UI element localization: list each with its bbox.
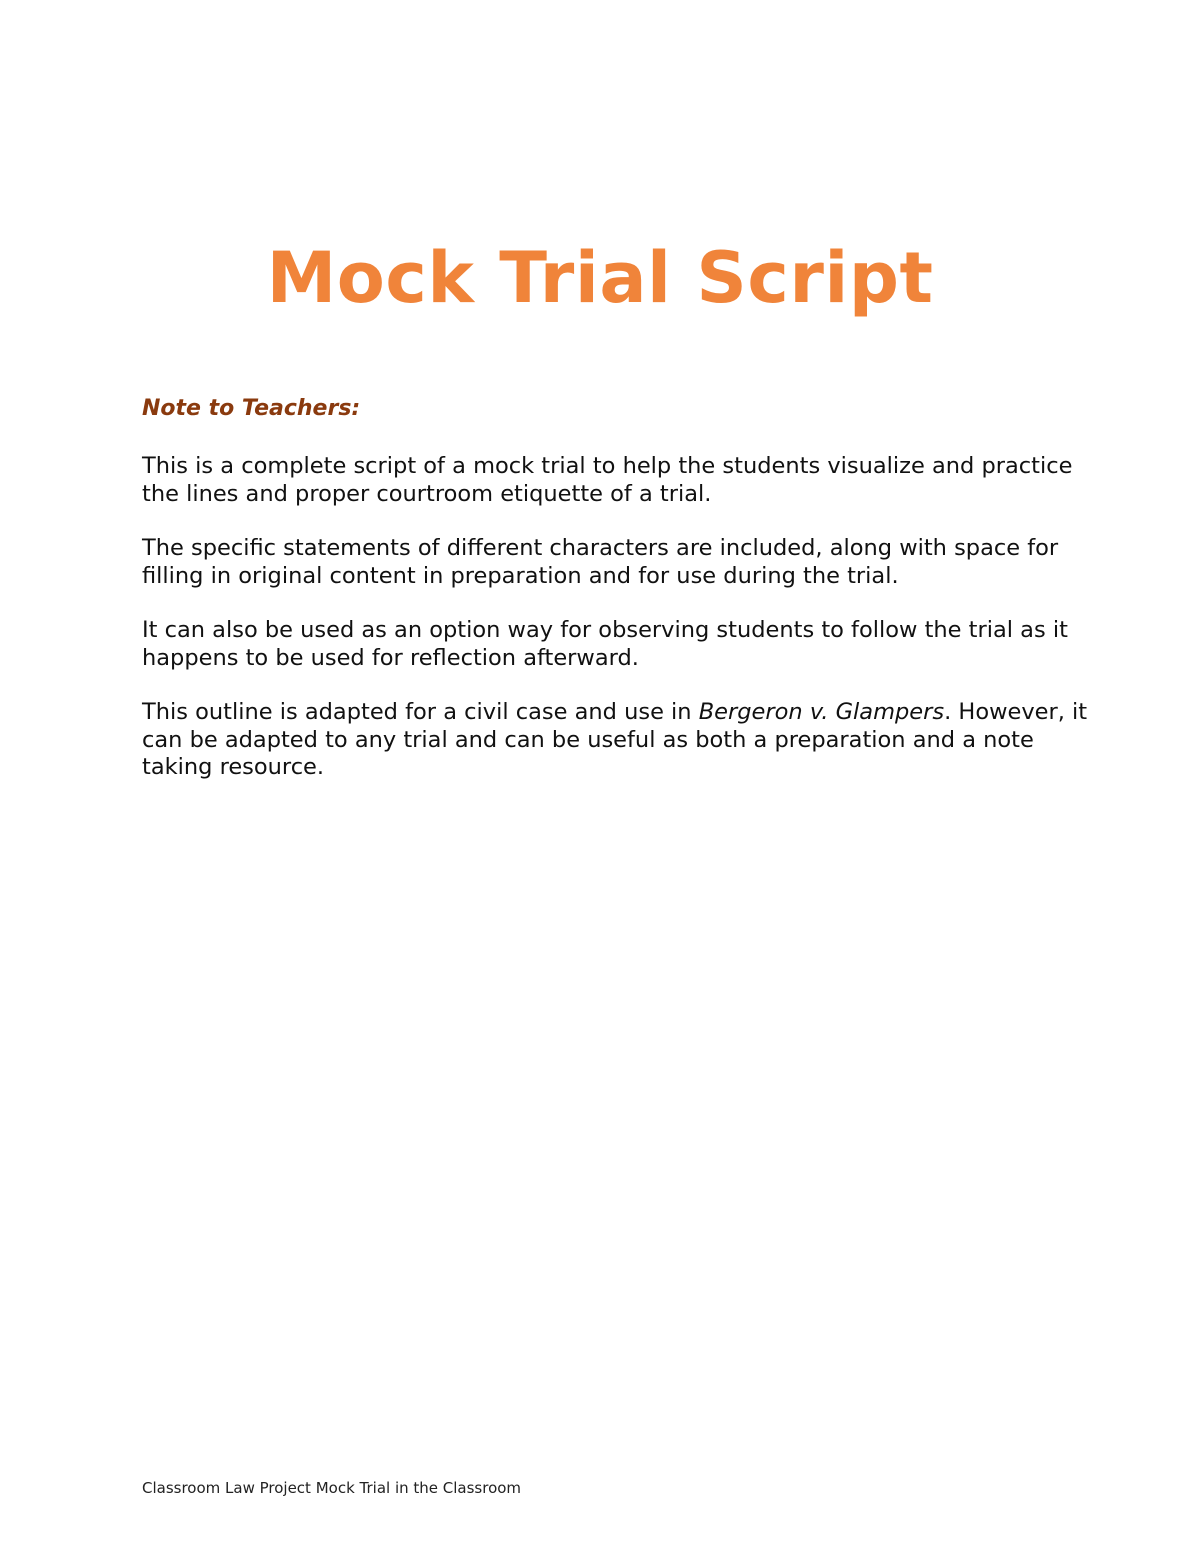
paragraph-adaptation: [142, 699, 1102, 782]
page-title: Mock Trial Script: [266, 237, 934, 319]
paragraph-statements: The specific statements of different characters are included, along with space for filling in original content in preparation and for use during the trial.: [142, 535, 1059, 589]
note-heading: Note to Teachers:: [142, 396, 361, 421]
document-body: [142, 393, 1102, 809]
adaptation-text-before: This outline is adapted for a civil case and use in: [142, 699, 699, 725]
paragraph-intro: This is a complete script of a mock trial to help the students visualize and practice the lines and proper courtroom etiquette of a trial.: [142, 453, 1073, 507]
adaptation-text-after: . However, it can be adapted to any trial and can be useful as both a preparation and a note taking resource.: [142, 699, 1088, 780]
page-footer: Classroom Law Project Mock Trial in the Classroom: [142, 1479, 522, 1497]
paragraph-observing: It can also be used as an option way for observing students to follow the trial as it happens to be used for reflection afterward.: [142, 617, 1068, 671]
case-name: Bergeron v. Glampers: [698, 699, 945, 725]
